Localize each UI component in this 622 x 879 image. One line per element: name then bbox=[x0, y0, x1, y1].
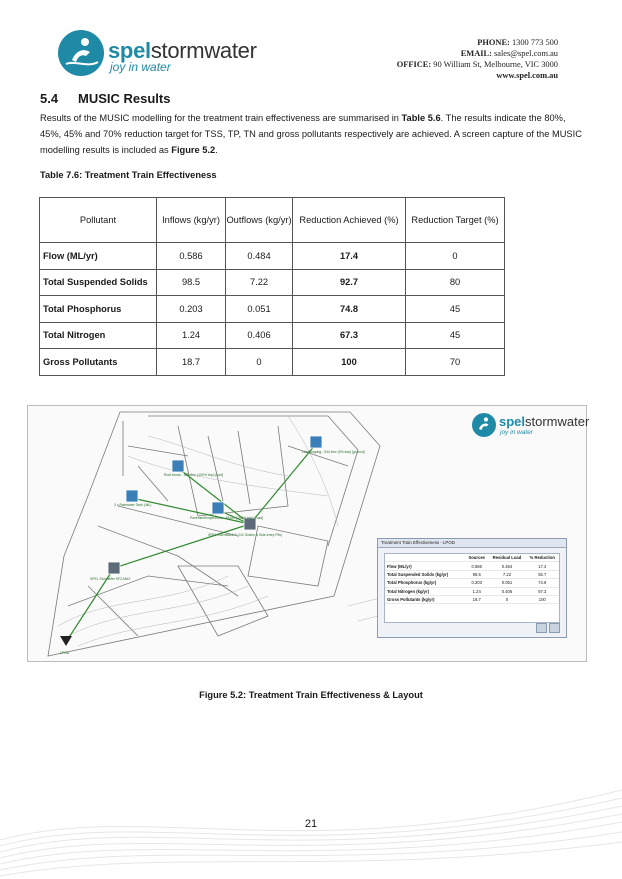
figure-brand-tagline: joy in water bbox=[500, 429, 533, 436]
node-label-landscaping: Landscaping - 944.6m² (0% imp) [ground] bbox=[302, 450, 365, 454]
music-results-dialog bbox=[377, 538, 567, 638]
brand-thin: stormwater bbox=[150, 38, 257, 63]
section-paragraph: Results of the MUSIC modelling for the treatment train effectiveness are summarised in Table 5.6. The results indicate the 80%, 45%, 45% and 70% reduction target for TSS, TP, TN and gross pollutants respectively are achieved. A screen capture of the MUSIC modelling results is included as Figure 5.2. bbox=[40, 113, 582, 155]
page-number: 21 bbox=[304, 818, 318, 830]
contact-block bbox=[397, 37, 558, 81]
section-title: MUSIC Results bbox=[78, 91, 171, 106]
col-header-pollutant: Pollutant bbox=[40, 198, 157, 243]
figure-caption: Figure 5.2: Treatment Train Effectiveness & Layout bbox=[199, 690, 423, 700]
node-label-outlet: LPOD bbox=[60, 651, 70, 655]
contact-office: OFFICE: 90 William St, Melbourne, VIC 3000 bbox=[396, 60, 558, 69]
table-row: Total Suspended Solids 98.5 7.22 92.7 80 bbox=[40, 269, 505, 296]
table-row: Total Phosphorus 0.203 0.051 74.8 45 bbox=[40, 296, 505, 323]
col-header-target: Reduction Target (%) bbox=[406, 198, 505, 243]
figure-logo-icon bbox=[472, 413, 496, 437]
table-row: Gross Pollutants 18.7 0 100 70 bbox=[40, 349, 505, 376]
table-reference: Table 5.6 bbox=[401, 113, 441, 123]
dialog-row: Total Suspended Solids (kg/yr) 98.5 7.22 92.7 bbox=[385, 570, 559, 578]
brand-tagline: joy in water bbox=[110, 60, 171, 74]
dialog-results-grid bbox=[384, 553, 560, 623]
contact-email: EMAIL: sales@spel.com.au bbox=[460, 49, 558, 58]
table-header-row bbox=[40, 198, 505, 243]
contact-phone: PHONE: 1300 773 500 bbox=[477, 38, 558, 47]
table-row: Flow (ML/yr) 0.586 0.484 17.4 0 bbox=[40, 243, 505, 270]
website-link[interactable]: www.spel.com.au bbox=[496, 71, 558, 80]
section-number: 5.4 bbox=[40, 91, 59, 106]
dialog-header-row: Sources Residual Load % Reduction bbox=[385, 554, 559, 562]
dialog-row: Gross Pollutants (kg/yr) 18.7 0 100 bbox=[385, 595, 559, 603]
dialog-buttons bbox=[534, 623, 560, 634]
dialog-title: Treatment Train Effectiveness - LPOD bbox=[378, 539, 566, 548]
copy-button[interactable] bbox=[536, 623, 547, 633]
print-button[interactable] bbox=[549, 623, 560, 633]
node-label-roof: Roof Areas - 525.6m² (100% imp) [roof] bbox=[164, 473, 224, 477]
brand-bold: spel bbox=[108, 38, 151, 63]
table-row: Total Nitrogen 1.24 0.406 67.3 45 bbox=[40, 322, 505, 349]
dialog-row: Total Nitrogen (kg/yr) 1.24 0.406 67.3 bbox=[385, 587, 559, 595]
treatment-train-table bbox=[39, 197, 505, 376]
spel-logo-icon bbox=[58, 30, 104, 76]
col-header-inflows: Inflows (kg/yr) bbox=[157, 198, 226, 243]
col-header-outflows: Outflows (kg/yr) bbox=[226, 198, 293, 243]
node-label-stormsack: SPEL Stormsack™ (1/2 Grates & Side-entry Pits) bbox=[208, 533, 283, 537]
figure-brand-wordmark: spelstormwater bbox=[499, 414, 590, 429]
col-header-achieved: Reduction Achieved (%) bbox=[293, 198, 406, 243]
dialog-row: Flow (ML/yr) 0.586 0.484 17.4 bbox=[385, 562, 559, 570]
node-label-tank: 3 x Rainwater Tank (4kL) bbox=[114, 503, 152, 507]
node-label-filter: SPEL Stormfilter SF2-MAX bbox=[90, 577, 131, 581]
figure-reference: Figure 5.2 bbox=[171, 145, 216, 155]
table-caption: Table 7.6: Treatment Train Effectiveness bbox=[40, 170, 217, 180]
node-label-pavement: Pavement/impervious - 481m² (100% imp) [road] bbox=[190, 516, 264, 520]
dialog-row: Total Phosphorus (kg/yr) 0.203 0.051 74.8 bbox=[385, 579, 559, 587]
